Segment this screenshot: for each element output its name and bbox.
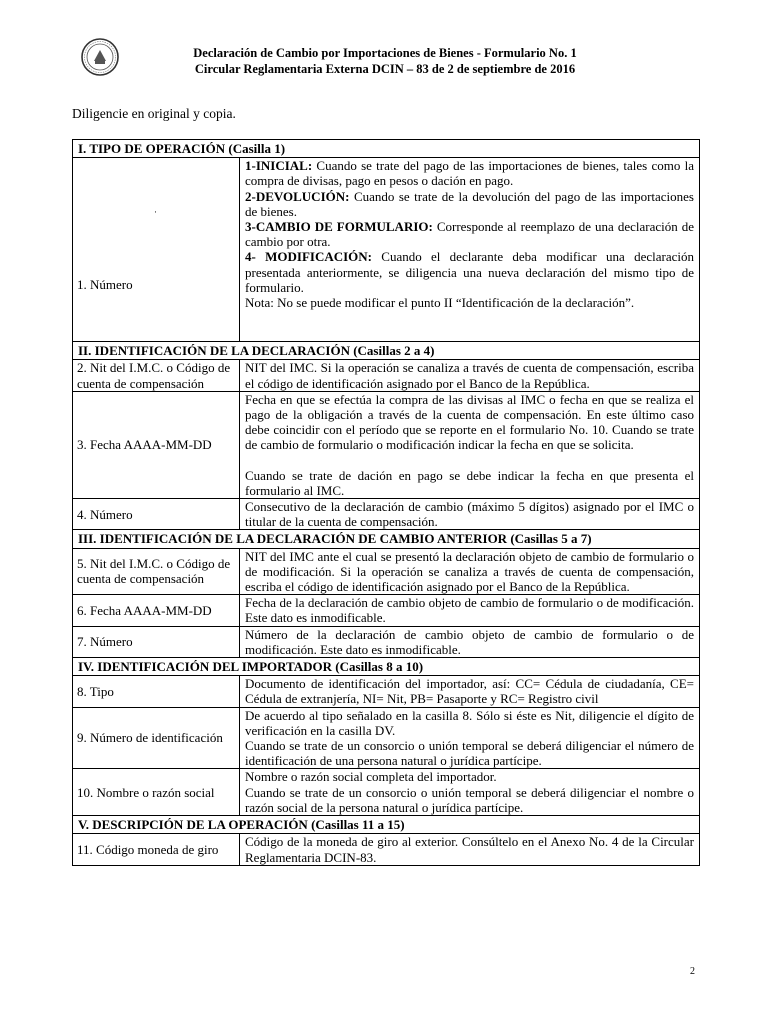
row-label: 10. Nombre o razón social xyxy=(73,769,240,816)
header-title: Declaración de Cambio por Importaciones de Bienes - Formulario No. 1 xyxy=(193,46,577,60)
row-label: 11. Código moneda de giro xyxy=(73,834,240,865)
row-description: Documento de identificación del importador, así: CC= Cédula de ciudadanía, CE= Cédula de extranjería, NI= Nit, PB= Pasaporte y RC= Registro civil xyxy=(240,676,700,707)
row-label: 3. Fecha AAAA-MM-DD xyxy=(73,391,240,498)
row-description: Fecha de la declaración de cambio objeto de cambio de formulario o de modificación. Este dato es inmodificable. xyxy=(240,595,700,626)
row-label-text: 1. Número xyxy=(77,276,133,292)
row-label: 4. Número xyxy=(73,499,240,530)
page-number: 2 xyxy=(690,966,695,977)
table-row xyxy=(73,499,700,530)
row-description: NIT del IMC. Si la operación se canaliza a través de cuenta de compensación, escriba el código de identificación asignado por el Banco de la República. xyxy=(240,360,700,391)
row-description: Nombre o razón social completa del importador. Cuando se trate de un consorcio o unión temporal se deberá diligenciar el nombre o razón social de la persona natural o jurídica partícipe. xyxy=(240,769,700,816)
header-subtitle: Circular Reglamentaria Externa DCIN – 83 de 2 de septiembre de 2016 xyxy=(194,62,576,76)
row-description: De acuerdo al tipo señalado en la casilla 8. Sólo si éste es Nit, diligencie el dígito de verificación en la casilla DV. Cuando se trate de un consorcio o unión temporal se deberá diligenciar el número de identificación de una persona natural o jurídica partícipe. xyxy=(240,707,700,769)
option-devolucion: 2-DEVOLUCIÓN: Cuando se trate de la devolución del pago de las importaciones de bienes. xyxy=(245,188,694,219)
section-header-tipo-operacion: I. TIPO DE OPERACIÓN (Casilla 1) xyxy=(73,140,700,158)
row-description: Consecutivo de la declaración de cambio (máximo 5 dígitos) asignado por el IMC o titular de la cuenta de compensación. xyxy=(240,499,700,530)
row-description: Fecha en que se efectúa la compra de las divisas al IMC o fecha en que se realiza el pago de la obligación a través de la cuenta de compensación. En este último caso debe coincidir con el período que se reporte en el formulario No. 10. Cuando se trate de cambio de formulario o modificación indicar la fecha en que se solicita. Cuando se trate de dación en pago se debe indicar la fecha en que presenta el formulario al IMC. xyxy=(240,391,700,498)
table-row xyxy=(73,769,700,816)
row-description xyxy=(240,158,700,342)
instructions-table xyxy=(72,139,700,866)
table-row xyxy=(73,158,700,342)
option-cambio-formulario: 3-CAMBIO DE FORMULARIO: Corresponde al reemplazo de una declaración de cambio por otra. xyxy=(245,219,694,250)
table-row xyxy=(73,595,700,626)
row-label: 6. Fecha AAAA-MM-DD xyxy=(73,595,240,626)
row-description: Código de la moneda de giro al exterior. Consúltelo en el Anexo No. 4 de la Circular Reglamentaria DCIN-83. xyxy=(240,834,700,865)
row-label: 8. Tipo xyxy=(73,676,240,707)
intro-text: Diligencie en original y copia. xyxy=(72,106,236,121)
row-label: 9. Número de identificación xyxy=(73,707,240,769)
section-header-descripcion-operacion: V. DESCRIPCIÓN DE LA OPERACIÓN (Casillas 11 a 15) xyxy=(73,816,700,834)
row-label xyxy=(73,158,240,342)
table-row xyxy=(73,548,700,595)
section-header-identificacion-declaracion: II. IDENTIFICACIÓN DE LA DECLARACIÓN (Casillas 2 a 4) xyxy=(73,342,700,360)
table-row xyxy=(73,676,700,707)
table-row xyxy=(73,391,700,498)
row-label: 5. Nit del I.M.C. o Código de cuenta de compensación xyxy=(73,548,240,595)
table-row xyxy=(73,626,700,657)
section-header-declaracion-anterior: III. IDENTIFICACIÓN DE LA DECLARACIÓN DE CAMBIO ANTERIOR (Casillas 5 a 7) xyxy=(73,530,700,548)
section-header-importador: IV. IDENTIFICACIÓN DEL IMPORTADOR (Casillas 8 a 10) xyxy=(73,658,700,676)
banco-de-la-republica-seal-icon xyxy=(80,37,120,77)
table-row xyxy=(73,834,700,865)
row-label: 2. Nit del I.M.C. o Código de cuenta de compensación xyxy=(73,360,240,391)
stray-dot: · xyxy=(154,206,157,217)
option-modificacion: 4- MODIFICACIÓN: Cuando el declarante deba modificar una declaración presentada anteriormente, se diligencia una nueva declaración del mismo tipo de formulario. xyxy=(245,249,694,295)
note: Nota: No se puede modificar el punto II “Identificación de la declaración”. xyxy=(245,295,635,311)
table-row xyxy=(73,360,700,391)
table-row xyxy=(73,707,700,769)
option-inicial: 1-INICIAL: Cuando se trate del pago de las importaciones de bienes, tales como la compra de divisas, pago en pesos o dación en pago. xyxy=(245,158,694,189)
row-description: NIT del IMC ante el cual se presentó la declaración objeto de cambio de formulario o de modificación. Si la operación se canaliza a través de cuenta de compensación, escriba el código de identificación asignado por el Banco de la República. xyxy=(240,548,700,595)
row-label: 7. Número xyxy=(73,626,240,657)
row-description: Número de la declaración de cambio objeto de cambio de formulario o de modificación. Este dato es inmodificable. xyxy=(240,626,700,657)
document-header xyxy=(150,45,620,77)
